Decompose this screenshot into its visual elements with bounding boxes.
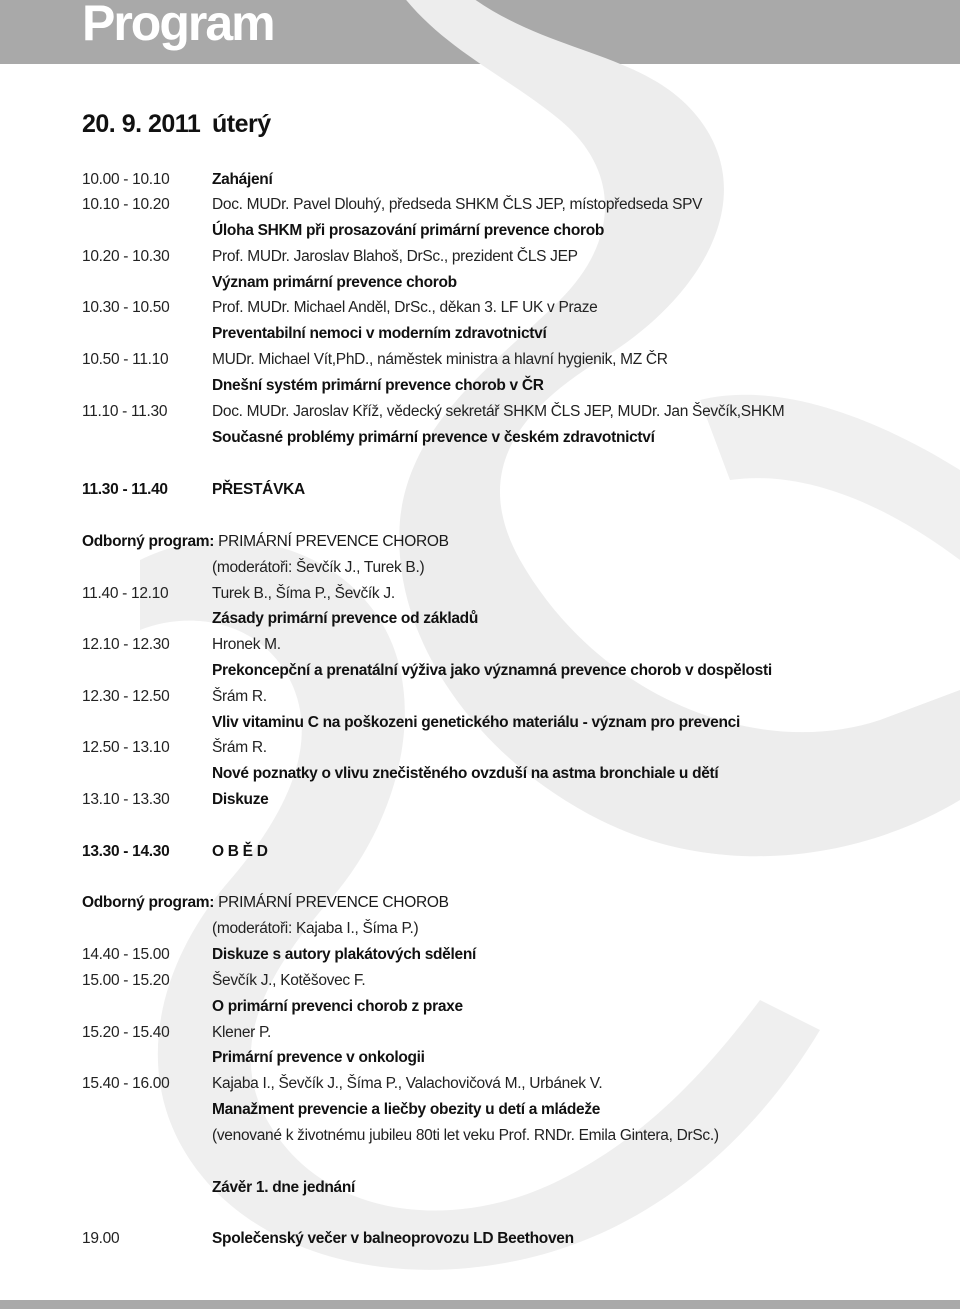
talk-title: Preventabilní nemoci v moderním zdravotnictví — [212, 325, 547, 342]
footer-band — [0, 1300, 960, 1309]
time-slot: 10.10 - 10.20 — [82, 196, 170, 213]
section-heading — [82, 892, 449, 914]
time-slot: 11.10 - 11.30 — [82, 403, 168, 420]
speaker: Ševčík J., Kotěšovec F. — [212, 972, 366, 989]
speaker: Hronek M. — [212, 636, 281, 653]
talk-title: Současné problémy primární prevence v českém zdravotnictví — [212, 429, 655, 446]
item-title: Diskuze — [212, 791, 269, 808]
break-label: PŘESTÁVKA — [212, 481, 305, 498]
speaker: Prof. MUDr. Jaroslav Blahoš, DrSc., prezident ČLS JEP — [212, 248, 578, 265]
section-label: Odborný program: — [82, 894, 219, 911]
time-slot: 19.00 — [82, 1230, 120, 1247]
talk-title: Zásady primární prevence od základů — [212, 610, 479, 627]
speaker: Doc. MUDr. Pavel Dlouhý, předseda SHKM ČLS JEP, místopředseda SPV — [212, 196, 703, 213]
talk-title: Vliv vitaminu C na poškozeni genetického materiálu - význam pro prevenci — [212, 714, 740, 731]
talk-title: Primární prevence v onkologii — [212, 1049, 425, 1066]
speaker: Šrám R. — [212, 739, 267, 756]
time-slot: 10.50 - 11.10 — [82, 351, 169, 368]
talk-title: Nové poznatky o vlivu znečistěného ovzduší na astma bronchiale u dětí — [212, 765, 719, 782]
speaker: Kajaba I., Ševčík J., Šíma P., Valachovičová M., Urbánek V. — [212, 1075, 603, 1092]
date: 20. 9. 2011 — [82, 110, 201, 138]
section-label: Odborný program: — [82, 533, 219, 550]
time-slot: 15.40 - 16.00 — [82, 1075, 170, 1092]
talk-title: Význam primární prevence chorob — [212, 274, 457, 291]
time-slot: 11.40 - 12.10 — [82, 585, 169, 602]
evening-event: Společenský večer v balneoprovozu LD Beethoven — [212, 1230, 574, 1247]
talk-title: Úloha SHKM při prosazování primární prevence chorob — [212, 222, 605, 239]
dedication-note: (venované k životnému jubileu 80ti let veku Prof. RNDr. Emila Gintera, DrSc.) — [212, 1127, 719, 1144]
moderators: (moderátoři: Kajaba I., Šíma P.) — [212, 920, 419, 937]
speaker: Klener P. — [212, 1024, 272, 1041]
time-slot: 10.00 - 10.10 — [82, 171, 170, 188]
date-heading — [82, 110, 271, 139]
time-slot: 14.40 - 15.00 — [82, 946, 170, 963]
talk-title: Manažment prevencie a liečby obezity u detí a mládeže — [212, 1101, 601, 1118]
lunch-label: O B Ě D — [212, 843, 268, 860]
weekday: úterý — [212, 110, 271, 138]
time-slot: 15.00 - 15.20 — [82, 972, 170, 989]
speaker: Doc. MUDr. Jaroslav Kříž, vědecký sekretář SHKM ČLS JEP, MUDr. Jan Ševčík,SHKM — [212, 403, 785, 420]
time-slot: 13.10 - 13.30 — [82, 791, 170, 808]
time-slot: 12.10 - 12.30 — [82, 636, 170, 653]
time-slot: 13.30 - 14.30 — [82, 843, 170, 860]
speaker: Šrám R. — [212, 688, 267, 705]
time-slot: 15.20 - 15.40 — [82, 1024, 170, 1041]
closing-label: Závěr 1. dne jednání — [212, 1179, 356, 1196]
talk-title: Dnešní systém primární prevence chorob v ČR — [212, 377, 544, 394]
talk-title: O primární prevenci chorob z praxe — [212, 998, 463, 1015]
section-heading — [82, 531, 449, 553]
time-slot: 10.30 - 10.50 — [82, 299, 170, 316]
moderators: (moderátoři: Ševčík J., Turek B.) — [212, 559, 425, 576]
page-title: Program — [82, 0, 274, 51]
time-slot: 10.20 - 10.30 — [82, 248, 170, 265]
speaker: Turek B., Šíma P., Ševčík J. — [212, 585, 395, 602]
section-name: PRIMÁRNÍ PREVENCE CHOROB — [218, 533, 449, 550]
item-title: Zahájení — [212, 171, 273, 188]
time-slot: 12.50 - 13.10 — [82, 739, 170, 756]
section-name: PRIMÁRNÍ PREVENCE CHOROB — [218, 894, 449, 911]
talk-title: Prekoncepční a prenatální výživa jako významná prevence chorob v dospělosti — [212, 662, 772, 679]
time-slot: 12.30 - 12.50 — [82, 688, 170, 705]
speaker: MUDr. Michael Vít,PhD., náměstek ministra a hlavní hygienik, MZ ČR — [212, 351, 668, 368]
speaker: Prof. MUDr. Michael Anděl, DrSc., děkan 3. LF UK v Praze — [212, 299, 598, 316]
time-slot: 11.30 - 11.40 — [82, 481, 168, 498]
item-title: Diskuze s autory plakátových sdělení — [212, 946, 476, 963]
